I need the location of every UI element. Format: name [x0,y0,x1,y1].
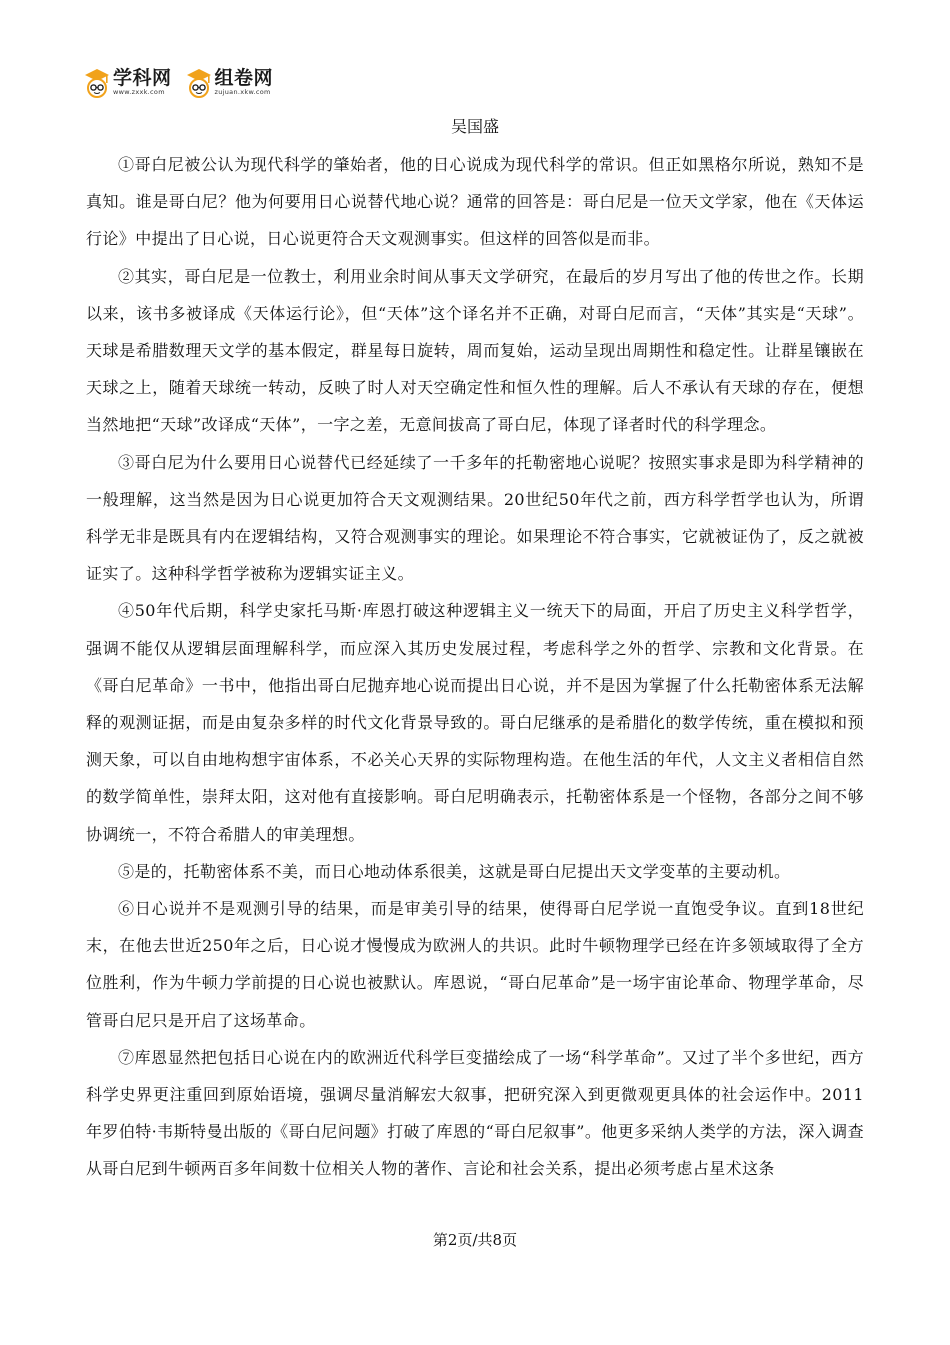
paragraph-4: ④50年代后期，科学史家托马斯·库恩打破这种逻辑主义一统天下的局面，开启了历史主义科学哲学，强调不能仅从逻辑层面理解科学，而应深入其历史发展过程，考虑科学之外的哲学、宗教和文化背景。在《哥白尼革命》一书中，他指出哥白尼抛弃地心说而提出日心说，并不是因为掌握了什么托勒密体系无法解释的观测证据，而是由复杂多样的时代文化背景导致的。哥白尼继承的是希腊化的数学传统，重在模拟和预测天象，可以自由地构想宇宙体系，不必关心天界的实际物理构造。在他生活的年代，人文主义者相信自然的数学简单性，崇拜太阳，这对他有直接影响。哥白尼明确表示，托勒密体系是一个怪物，各部分之间不够协调统一，不符合希腊人的审美理想。 [86,601,864,844]
xuekewang-logo[interactable] [84,68,172,98]
paragraph-7: ⑦库恩显然把包括日心说在内的欧洲近代科学巨变描绘成了一场“科学革命”。又过了半个多世纪，西方科学史界更注重回到原始语境，强调尽量消解宏大叙事，把研究深入到更微观更具体的社会运作中。2011年罗伯特·韦斯特曼出版的《哥白尼问题》打破了库恩的“哥白尼叙事”。他更多采纳人类学的方法，深入调查从哥白尼到牛顿两百多年间数十位相关人物的著作、言论和社会关系，提出必须考虑占星术这条 [86,1047,864,1179]
zujuanwang-logo[interactable] [186,68,274,98]
logo-url: zujuan.xkw.com [214,88,271,96]
logo-name: 学科网 [113,67,172,89]
graduate-cap-icon [186,68,212,98]
article-body [86,146,864,1188]
paragraph-5: ⑤是的，托勒密体系不美，而日心地动体系很美，这就是哥白尼提出天文学变革的主要动机。 [118,861,791,881]
paragraph-1: ①哥白尼被公认为现代科学的肇始者，他的日心说成为现代科学的常识。但正如黑格尔所说，熟知不是真知。谁是哥白尼？他为何要用日心说替代地心说？通常的回答是：哥白尼是一位天文学家，他在《天体运行论》中提出了日心说，日心说更符合天文观测事实。但这样的回答似是而非。 [86,155,864,249]
logo-url: www.zxxk.com [113,88,165,96]
logo-name: 组卷网 [214,67,274,89]
header-logos [84,68,273,98]
graduate-cap-icon [84,68,110,98]
paragraph-2: ②其实，哥白尼是一位教士，利用业余时间从事天文学研究，在最后的岁月写出了他的传世之作。长期以来，该书多被译成《天体运行论》，但“天体”这个译名并不正确，对哥白尼而言，“天体”其实是“天球”。天球是希腊数理天文学的基本假定，群星每日旋转，周而复始，运动呈现出周期性和稳定性。让群星镶嵌在天球之上，随着天球统一转动，反映了时人对天空确定性和恒久性的理解。后人不承认有天球的存在，便想当然地把“天球”改译成“天体”，一字之差，无意间拔高了哥白尼，体现了译者时代的科学理念。 [86,266,864,435]
paragraph-6: ⑥日心说并不是观测引导的结果，而是审美引导的结果，使得哥白尼学说一直饱受争议。直到18世纪末，在他去世近250年之后，日心说才慢慢成为欧洲人的共识。此时牛顿物理学已经在许多领域取得了全方位胜利，作为牛顿力学前提的日心说也被默认。库恩说，“哥白尼革命”是一场宇宙论革命、物理学革命，尽管哥白尼只是开启了这场革命。 [86,899,864,1030]
article-author: 吴国盛 [450,117,499,136]
page-number: 第2页/共8页 [432,1231,518,1249]
paragraph-3: ③哥白尼为什么要用日心说替代已经延续了一千多年的托勒密地心说呢？按照实事求是即为科学精神的一般理解，这当然是因为日心说更加符合天文观测结果。20世纪50年代之前，西方科学哲学也认为，所谓科学无非是既具有内在逻辑结构，又符合观测事实的理论。如果理论不符合事实，它就被证伪了，反之就被证实了。这种科学哲学被称为逻辑实证主义。 [86,452,864,584]
